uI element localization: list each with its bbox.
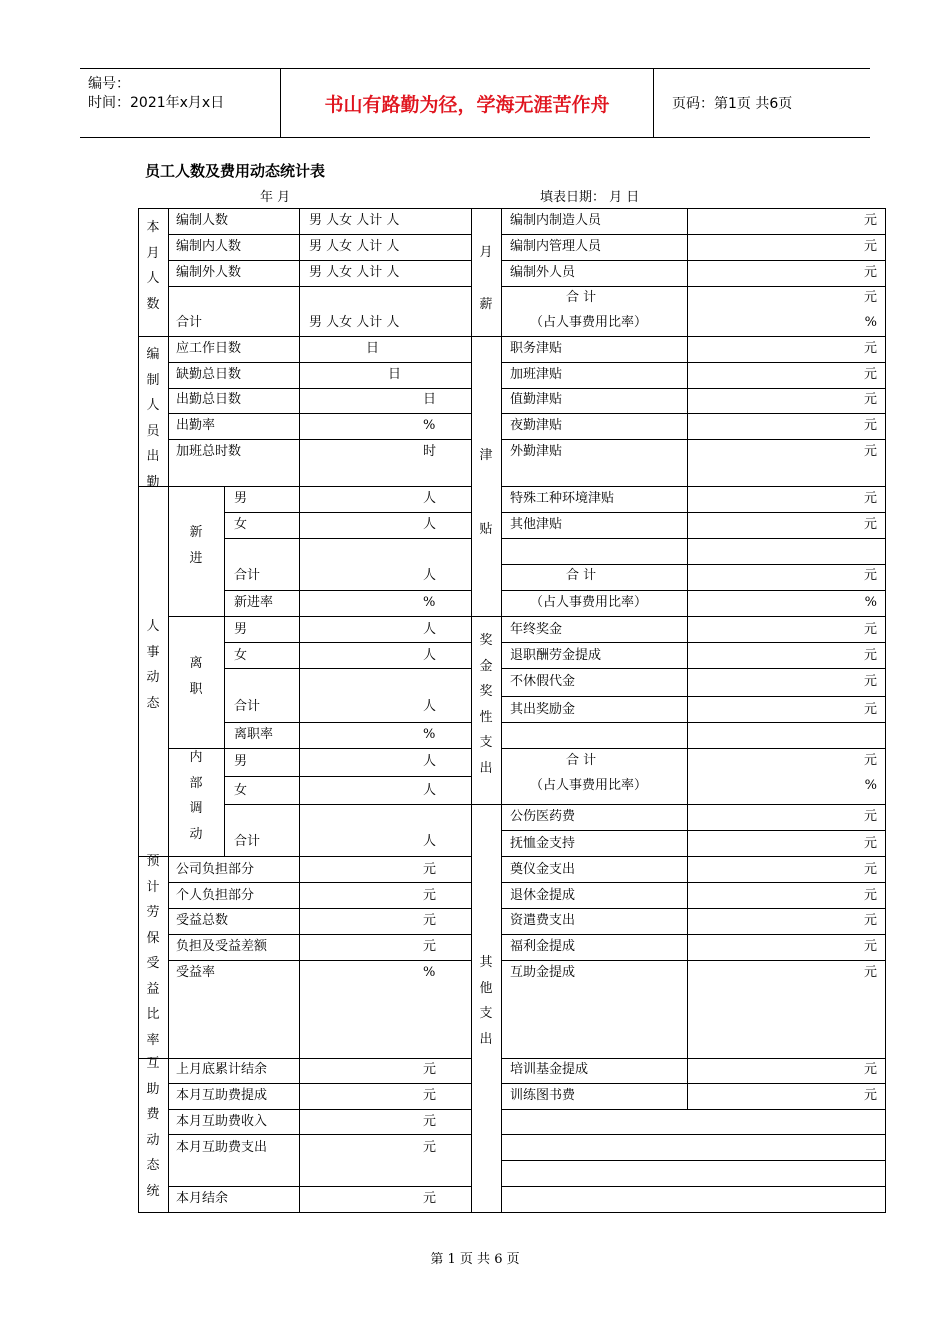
unit-text: 人 — [423, 517, 437, 532]
row-label: 本月互助费支出 — [176, 1140, 268, 1155]
unit-text: % — [864, 595, 877, 610]
unit-text: 元 — [863, 341, 877, 356]
row-label: 训练图书费 — [510, 1088, 576, 1103]
row-label: 编制内人数 — [176, 239, 242, 254]
unit-text: 元 — [863, 836, 877, 851]
table-cell — [299, 908, 472, 935]
row-label: 退休金提成 — [510, 888, 576, 903]
row-label: 合计 — [234, 699, 261, 714]
sum-label: 合 计 — [566, 753, 597, 768]
table-cell — [224, 538, 300, 591]
section-label: 内 部 调 动 — [189, 750, 203, 842]
unit-text: 元 — [423, 1191, 437, 1206]
row-label: 编制内制造人员 — [510, 213, 602, 228]
table-cell — [687, 234, 886, 261]
table-cell — [299, 934, 472, 961]
unit-text: 时 — [423, 444, 437, 459]
table-cell — [299, 486, 472, 513]
table-cell — [687, 856, 886, 883]
unit-text: 元 — [863, 753, 877, 768]
row-label: 抚恤金支持 — [510, 836, 576, 851]
table-cell — [299, 616, 472, 643]
unit-text: 人 — [423, 754, 437, 769]
unit-text: 元 — [863, 239, 877, 254]
row-label: 值勤津贴 — [510, 392, 563, 407]
unit-text: 元 — [863, 367, 877, 382]
fill-date-line: 填表日期： 月 日 — [540, 190, 640, 205]
table-cell — [501, 1186, 886, 1213]
unit-text: 元 — [863, 418, 877, 433]
section-label: 本 月 人 数 — [146, 220, 160, 312]
row-label: 上月底累计结余 — [176, 1062, 268, 1077]
section-label: 离 职 — [189, 656, 203, 697]
unit-text: 人 — [423, 834, 437, 849]
table-cell — [299, 439, 472, 487]
unit-text: 元 — [863, 648, 877, 663]
row-label: 女 — [234, 783, 248, 798]
section-label: 人 事 动 态 — [146, 619, 160, 711]
table-cell — [687, 439, 886, 487]
unit-text: 元 — [863, 290, 877, 305]
table-cell — [687, 1058, 886, 1084]
unit-text: 元 — [863, 913, 877, 928]
row-label: 合计 — [234, 834, 261, 849]
ratio-label: （占人事费用比率） — [530, 315, 648, 330]
table-cell — [299, 776, 472, 805]
table-cell — [687, 260, 886, 287]
form-title: 员工人数及费用动态统计表 — [145, 162, 326, 180]
section-label: 月 薪 — [479, 245, 493, 312]
row-label: 应工作日数 — [176, 341, 242, 356]
unit-text: % — [423, 595, 436, 610]
unit-text: 人 — [423, 699, 437, 714]
unit-text: 元 — [863, 674, 877, 689]
unit-text: 元 — [863, 862, 877, 877]
section-label: 其 他 支 出 — [479, 955, 493, 1047]
table-cell — [687, 208, 886, 235]
units-text: 男 人女 人计 人 — [309, 315, 400, 330]
row-label: 个人负担部分 — [176, 888, 255, 903]
row-label: 女 — [234, 517, 248, 532]
unit-text: 元 — [423, 1088, 437, 1103]
table-cell — [687, 642, 886, 669]
row-label: 不休假代金 — [510, 674, 576, 689]
table-cell — [299, 413, 472, 440]
table-cell — [687, 934, 886, 961]
unit-text: 元 — [863, 444, 877, 459]
unit-text: 元 — [863, 622, 877, 637]
section-label: 新 进 — [189, 525, 203, 566]
row-label: 加班总时数 — [176, 444, 242, 459]
row-label: 合计 — [176, 315, 203, 330]
table-cell — [299, 856, 472, 883]
unit-text: % — [864, 315, 877, 330]
row-label: 福利金提成 — [510, 939, 576, 954]
row-label: 男 — [234, 491, 248, 506]
unit-text: 人 — [423, 622, 437, 637]
unit-text: 元 — [423, 1140, 437, 1155]
row-label: 年终奖金 — [510, 622, 563, 637]
table-cell — [299, 1058, 472, 1084]
page-footer: 第 1 页 共 6 页 — [430, 1252, 520, 1267]
table-cell — [687, 722, 886, 749]
sum-label: 合 计 — [566, 568, 597, 583]
unit-text: 人 — [423, 568, 437, 583]
row-label: 资遣费支出 — [510, 913, 576, 928]
table-cell — [501, 1109, 886, 1135]
table-cell — [299, 668, 472, 723]
row-label: 本月互助费收入 — [176, 1114, 268, 1129]
unit-text: % — [423, 727, 436, 742]
unit-text: 日 — [388, 367, 402, 382]
unit-text: 元 — [863, 939, 877, 954]
section-label: 奖 金 奖 性 支 出 — [479, 633, 493, 776]
row-label: 本月结余 — [176, 1191, 229, 1206]
unit-text: 人 — [423, 491, 437, 506]
ratio-label: （占人事费用比率） — [530, 595, 648, 610]
units-text: 男 人女 人计 人 — [309, 213, 400, 228]
row-label: 受益总数 — [176, 913, 229, 928]
row-label: 其出奖励金 — [510, 702, 576, 717]
code-label: 编号： — [88, 76, 130, 92]
table-cell — [299, 362, 472, 389]
row-label: 编制人数 — [176, 213, 229, 228]
table-cell — [299, 722, 472, 749]
unit-text: 元 — [863, 517, 877, 532]
row-label: 夜勤津贴 — [510, 418, 563, 433]
motto: 书山有路勤为径，学海无涯苦作舟 — [281, 69, 654, 137]
unit-text: 元 — [863, 392, 877, 407]
row-label: 外勤津贴 — [510, 444, 563, 459]
year-month-line: 年 月 — [260, 190, 291, 205]
table-cell — [687, 336, 886, 363]
table-cell — [299, 642, 472, 669]
section-label: 津 贴 — [479, 448, 493, 537]
table-cell — [687, 486, 886, 513]
unit-text: 元 — [423, 913, 437, 928]
row-label: 新进率 — [234, 595, 274, 610]
time-label: 时间：2021年x月x日 — [88, 95, 225, 111]
unit-text: 元 — [863, 213, 877, 228]
header-meta — [80, 69, 281, 137]
table-cell — [687, 696, 886, 723]
table-cell — [501, 722, 688, 749]
table-cell — [687, 564, 886, 591]
table-cell — [687, 804, 886, 831]
table-cell — [687, 668, 886, 697]
unit-text: 元 — [863, 1062, 877, 1077]
table-cell — [299, 1134, 472, 1187]
row-label: 其他津贴 — [510, 517, 563, 532]
table-cell — [687, 590, 886, 617]
document-header — [80, 68, 870, 138]
unit-text: 元 — [423, 862, 437, 877]
table-cell — [687, 882, 886, 909]
table-cell — [224, 668, 300, 723]
units-text: 男 人女 人计 人 — [309, 265, 400, 280]
unit-text: 元 — [863, 1088, 877, 1103]
row-label: 公司负担部分 — [176, 862, 255, 877]
row-label: 男 — [234, 754, 248, 769]
unit-text: 元 — [423, 1062, 437, 1077]
unit-text: % — [864, 778, 877, 793]
row-label: 出勤总日数 — [176, 392, 242, 407]
row-label: 本月互助费提成 — [176, 1088, 268, 1103]
unit-text: 元 — [423, 888, 437, 903]
unit-text: 元 — [423, 1114, 437, 1129]
table-cell — [501, 538, 688, 565]
table-cell — [501, 1134, 886, 1161]
row-label: 职务津贴 — [510, 341, 563, 356]
row-label: 退职酬劳金提成 — [510, 648, 602, 663]
section-label: 编 制 人 员 出 勤 — [146, 347, 160, 490]
row-label: 特殊工种环境津贴 — [510, 491, 615, 506]
row-label: 女 — [234, 648, 248, 663]
row-label: 互助金提成 — [510, 965, 576, 980]
unit-text: 元 — [863, 491, 877, 506]
unit-text: 元 — [863, 702, 877, 717]
page-info: 页码：第1页 共6页 — [672, 96, 793, 112]
table-cell — [299, 1186, 472, 1213]
table-cell — [299, 882, 472, 909]
ratio-label: （占人事费用比率） — [530, 778, 648, 793]
unit-text: 元 — [423, 939, 437, 954]
table-cell — [687, 960, 886, 1059]
section-label: 互 助 费 动 态 统 — [146, 1056, 160, 1199]
row-label: 加班津贴 — [510, 367, 563, 382]
table-cell — [501, 1160, 886, 1187]
row-label: 编制外人员 — [510, 265, 576, 280]
unit-text: % — [423, 418, 436, 433]
table-cell — [687, 388, 886, 414]
table-cell — [299, 1109, 472, 1135]
table-cell — [299, 538, 472, 591]
row-label: 合计 — [234, 568, 261, 583]
unit-text: 人 — [423, 783, 437, 798]
row-label: 离职率 — [234, 727, 274, 742]
table-cell — [687, 286, 886, 337]
sum-label: 合 计 — [566, 290, 597, 305]
unit-text: 元 — [863, 888, 877, 903]
row-label: 奠仪金支出 — [510, 862, 576, 877]
row-label: 男 — [234, 622, 248, 637]
table-cell — [299, 512, 472, 539]
table-cell — [299, 804, 472, 857]
section-label: 预 计 劳 保 受 益 比 率 — [146, 854, 160, 1048]
table-cell — [299, 336, 472, 363]
table-cell — [687, 748, 886, 805]
row-label: 缺勤总日数 — [176, 367, 242, 382]
row-label: 负担及受益差额 — [176, 939, 268, 954]
row-label: 培训基金提成 — [510, 1062, 589, 1077]
row-label: 出勤率 — [176, 418, 216, 433]
row-label: 公伤医药费 — [510, 809, 576, 824]
table-cell — [687, 538, 886, 565]
table-cell — [299, 1083, 472, 1110]
table-cell — [224, 804, 300, 857]
unit-text: 元 — [863, 568, 877, 583]
unit-text: 元 — [863, 265, 877, 280]
table-cell — [687, 413, 886, 440]
unit-text: 元 — [863, 809, 877, 824]
unit-text: 日 — [423, 392, 437, 407]
table-cell — [687, 1083, 886, 1110]
unit-text: 日 — [366, 341, 380, 356]
row-label: 受益率 — [176, 965, 216, 980]
unit-text: 元 — [863, 965, 877, 980]
table-cell — [299, 748, 472, 777]
unit-text: % — [423, 965, 436, 980]
table-cell — [687, 616, 886, 643]
table-cell — [687, 512, 886, 539]
table-cell — [687, 830, 886, 857]
row-label: 编制外人数 — [176, 265, 242, 280]
unit-text: 人 — [423, 648, 437, 663]
row-label: 编制内管理人员 — [510, 239, 602, 254]
table-cell — [687, 362, 886, 389]
table-cell — [687, 908, 886, 935]
units-text: 男 人女 人计 人 — [309, 239, 400, 254]
table-cell — [299, 590, 472, 617]
table-cell — [299, 960, 472, 1059]
table-cell — [299, 388, 472, 414]
